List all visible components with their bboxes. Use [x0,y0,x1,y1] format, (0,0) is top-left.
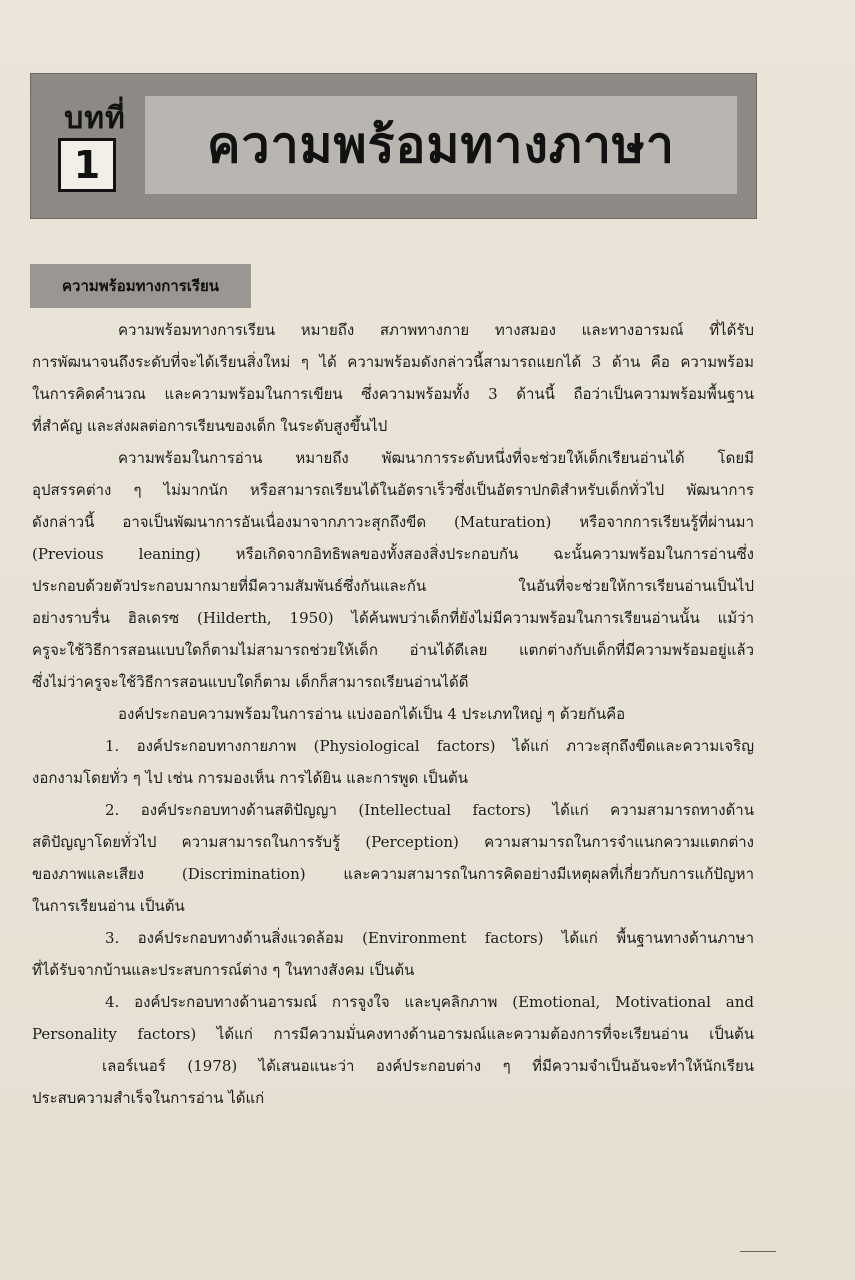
paragraph-line: อย่างราบรื่น ฮิลเดรซ (Hilderth, 1950) ได้ค้นพบว่าเด็กที่ยังไม่มีความพร้อมในการเรียนอ่านนั้น แม้ว่า [32,609,754,627]
chapter-title-panel [145,96,737,194]
list-item-line: ในการเรียนอ่าน เป็นต้น [32,897,185,915]
paragraph-line: ประสบความสำเร็จในการอ่าน ได้แก่ [32,1089,265,1107]
paragraph-line: ความพร้อมในการอ่าน หมายถึง พัฒนาการระดับหนึ่งที่จะช่วยให้เด็กเรียนอ่านได้ โดยมี [118,449,754,467]
paragraph-line: (Previous leaning) หรือเกิดจากอิทธิพลของทั้งสองสิ่งประกอบกัน ฉะนั้นความพร้อมในการอ่านซึ่ง [32,545,754,563]
list-item-line: งอกงามโดยทั่ว ๆ ไป เช่น การมองเห็น การได้ยิน และการพูด เป็นต้น [32,769,468,787]
paragraph-line: ดังกล่าวนี้ อาจเป็นพัฒนาการอันเนื่องมาจากภาวะสุกถึงขีด (Maturation) หรือจากการเรียนรู้ที่ผ่านมา [32,513,754,531]
list-item-line: สติปัญญาโดยทั่วไป ความสามารถในการรับรู้ (Perception) ความสามารถในการจำแนกความแตกต่าง [32,833,754,851]
chapter-label: บทที่ [64,101,126,136]
paragraph-line: ประกอบด้วยตัวประกอบมากมายที่มีความสัมพันธ์ซึ่งกันและกัน ในอันที่จะช่วยให้การเรียนอ่านเป็นไป [32,577,754,595]
paragraph-line: เลอร์เนอร์ (1978) ได้เสนอแนะว่า องค์ประกอบต่าง ๆ ที่มีความจำเป็นอันจะทำให้นักเรียน [102,1057,754,1075]
paragraph-line: ที่สำคัญ และส่งผลต่อการเรียนของเด็ก ในระดับสูงขึ้นไป [32,417,388,435]
section-header [30,264,251,308]
chapter-number: 1 [73,143,101,187]
paragraph-line: ครูจะใช้วิธีการสอนแบบใดก็ตามไม่สามารถช่วยให้เด็ก อ่านได้ดีเลย แตกต่างกับเด็กที่มีความพร้อมอยู่แล้ว [32,641,754,659]
list-item-line: 4. องค์ประกอบทางด้านอารมณ์ การจูงใจ และบุคลิกภาพ (Emotional, Motivational and [105,993,754,1011]
list-item-line: ที่ได้รับจากบ้านและประสบการณ์ต่าง ๆ ในทางสังคม เป็นต้น [32,961,415,979]
list-item-line: Personality factors) ได้แก่ การมีความมั่นคงทางด้านอารมณ์และความต้องการที่จะเรียนอ่าน เป็นต้น [32,1025,754,1043]
list-item-line: 1. องค์ประกอบทางกายภาพ (Physiological factors) ได้แก่ ภาวะสุกถึงขีดและความเจริญ [105,737,754,755]
paragraph-line: ซึ่งไม่ว่าครูจะใช้วิธีการสอนแบบใดก็ตาม เด็กก็สามารถเรียนอ่านได้ดี [32,673,469,691]
list-item-line: ของภาพและเสียง (Discrimination) และความสามารถในการคิดอย่างมีเหตุผลที่เกี่ยวกับการแก้ปัญหา [32,865,754,883]
chapter-number-box [58,138,116,192]
section-title: ความพร้อมทางการเรียน [61,277,220,295]
list-item-line: 2. องค์ประกอบทางด้านสติปัญญา (Intellectual factors) ได้แก่ ความสามารถทางด้าน [105,801,754,819]
paragraph-line: อุปสรรคต่าง ๆ ไม่มากนัก หรือสามารถเรียนได้ในอัตราเร็วซึ่งเป็นอัตราปกติสำหรับเด็กทั่วไป พัฒนาการ [32,481,754,499]
list-item-line: 3. องค์ประกอบทางด้านสิ่งแวดล้อม (Environment factors) ได้แก่ พื้นฐานทางด้านภาษา [105,929,754,947]
paragraph-line: การพัฒนาจนถึงระดับที่จะได้เรียนสิ่งใหม่ ๆ ได้ ความพร้อมดังกล่าวนี้สามารถแยกได้ 3 ด้าน คือ ความพร้อม [32,353,754,371]
paragraph-line: ความพร้อมทางการเรียน หมายถึง สภาพทางกาย ทางสมอง และทางอารมณ์ ที่ได้รับ [118,321,754,339]
paragraph-line: องค์ประกอบความพร้อมในการอ่าน แบ่งออกได้เป็น 4 ประเภทใหญ่ ๆ ด้วยกันคือ [118,705,626,723]
paragraph-line: ในการคิดคำนวณ และความพร้อมในการเขียน ซึ่งความพร้อมทั้ง 3 ด้านนี้ ถือว่าเป็นความพร้อมพื้นฐาน [32,385,754,403]
chapter-title: ความพร้อมทางภาษา [207,115,675,174]
footer-rule [740,1251,776,1252]
